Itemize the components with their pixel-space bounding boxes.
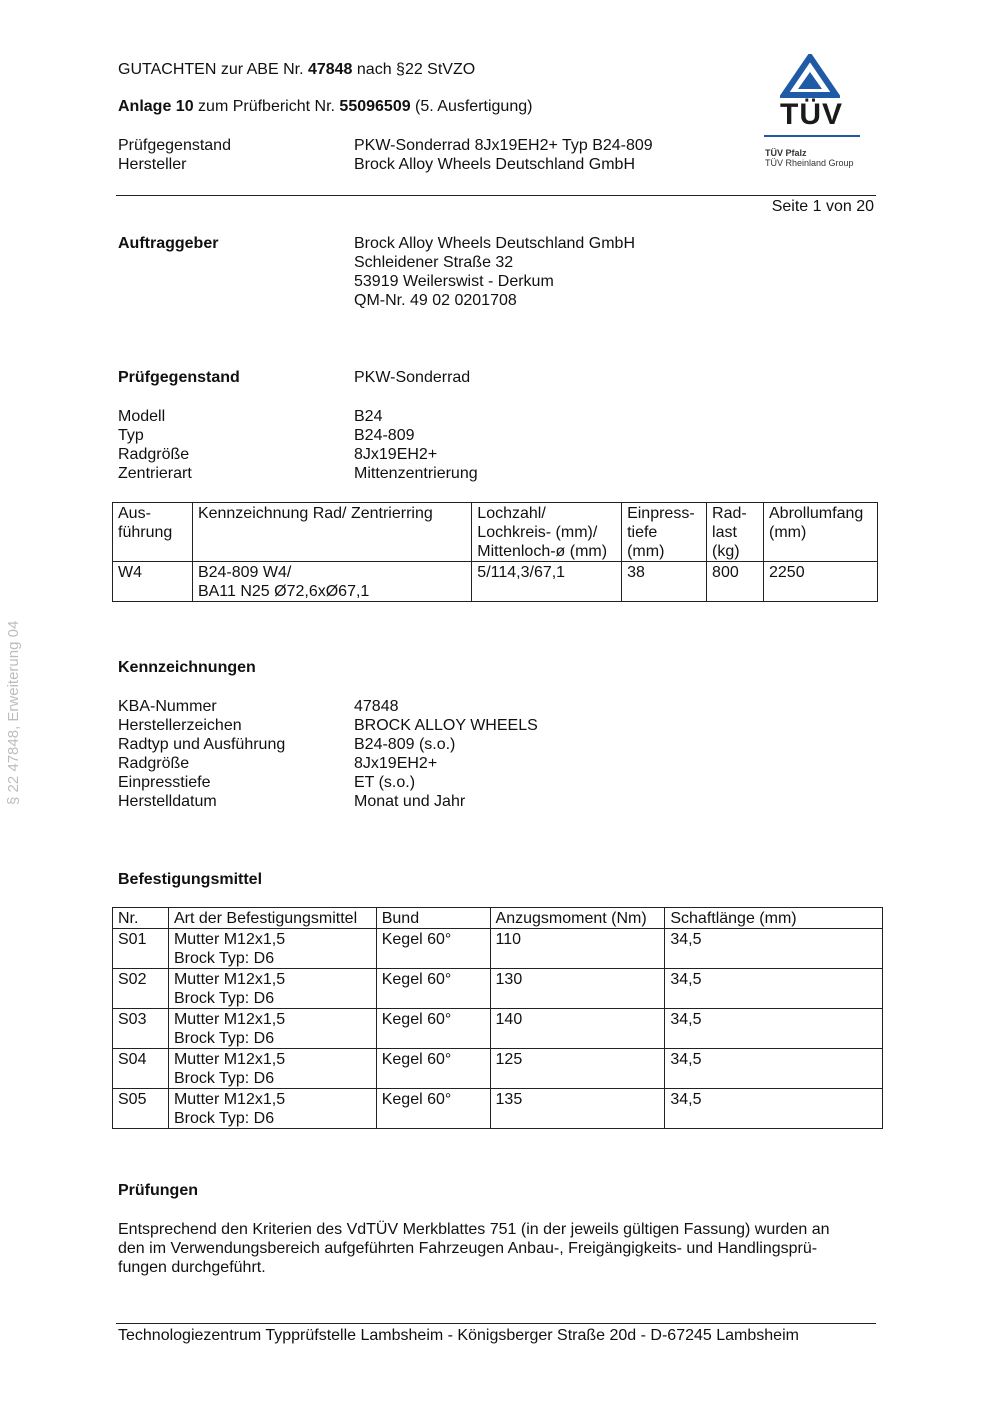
wheel-table [112,502,878,602]
header-cell: Schaftlänge (mm) [665,908,883,929]
tuev-triangle-icon [780,54,840,98]
header-cell: Aus- führung [113,503,193,562]
fasteners-table [112,907,883,1129]
test-object-label: Prüfgegenstand [118,369,240,386]
header-cell: Bund [376,908,490,929]
table-row: S04 Mutter M12x1,5 Brock Typ: D6 Kegel 60° 125 34,5 [113,1049,883,1089]
table-cell: W4 [113,562,193,602]
page-number: Seite 1 von 20 [771,198,874,215]
footer-divider [116,1323,876,1324]
table-cell: 2250 [764,562,878,602]
header-cell: Art der Befestigungsmittel [168,908,376,929]
tuev-logo-line1: TÜV Pfalz [765,148,807,158]
table-header-row [113,908,883,929]
tests-title: Prüfungen [118,1182,198,1199]
table-row: S03 Mutter M12x1,5 Brock Typ: D6 Kegel 60° 140 34,5 [113,1009,883,1049]
table-row [113,562,878,602]
table-cell: 800 [707,562,764,602]
fasteners-title: Befestigungsmittel [118,871,263,888]
client-label: Auftraggeber [118,235,219,252]
header-cell: Anzugsmoment (Nm) [490,908,665,929]
table-header-row [113,503,878,562]
tuev-logo-line2: TÜV Rheinland Group [765,158,854,168]
report-annex: Anlage 10 zum Prüfbericht Nr. 55096509 (5. Ausfertigung) [118,98,533,115]
header-cell: Lochzahl/ Lochkreis- (mm)/ Mittenloch-ø (mm) [472,503,622,562]
tuev-wordmark: TÜV [780,98,843,131]
table-cell: B24-809 W4/ BA11 N25 Ø72,6xØ67,1 [192,562,471,602]
markings-labels: KBA-Nummer Herstellerzeichen Radtyp und Ausführung Radgröße Einpresstiefe Herstelldatum [118,698,286,810]
tuev-logo [758,52,882,172]
markings-title: Kennzeichnungen [118,659,256,676]
table-cell: 5/114,3/67,1 [472,562,622,602]
abe-number: 47848 [307,61,353,78]
report-title: GUTACHTEN zur ABE Nr. 47848 nach §22 StVZO [118,61,476,78]
header-cell: Einpress- tiefe (mm) [622,503,707,562]
header-subject-value: PKW-Sonderrad 8Jx19EH2+ Typ B24-809 [354,137,653,154]
header-cell: Kennzeichnung Rad/ Zentrierring [192,503,471,562]
header-cell: Rad- last (kg) [707,503,764,562]
header-maker-label: Hersteller [118,156,187,173]
header-maker-value: Brock Alloy Wheels Deutschland GmbH [354,156,635,173]
report-number: 55096509 [339,98,411,115]
table-row: S02 Mutter M12x1,5 Brock Typ: D6 Kegel 60° 130 34,5 [113,969,883,1009]
header-divider [116,195,876,196]
side-annotation: § 22 47848, Erweiterung 04 [5,620,22,805]
header-cell: Nr. [113,908,169,929]
test-object-value: PKW-Sonderrad [354,369,471,386]
test-object-labels: Modell Typ Radgröße Zentrierart [118,408,192,482]
client-address: Brock Alloy Wheels Deutschland GmbH Schleidener Straße 32 53919 Weilerswist - Derkum QM-Nr. 49 02 0201708 [354,235,635,309]
table-cell: 38 [622,562,707,602]
markings-values: 47848 BROCK ALLOY WHEELS B24-809 (s.o.) 8Jx19EH2+ ET (s.o.) Monat und Jahr [354,698,538,810]
footer-address: Technologiezentrum Typprüfstelle Lambsheim - Königsberger Straße 20d - D-67245 Lambsheim [118,1327,799,1344]
header-subject-label: Prüfgegenstand [118,137,231,154]
table-row: S05 Mutter M12x1,5 Brock Typ: D6 Kegel 60° 135 34,5 [113,1089,883,1129]
tests-paragraph: Entsprechend den Kriterien des VdTÜV Merkblattes 751 (in der jeweils gültigen Fassung) wurden an den im Verwendungsbereich aufgeführten Fahrzeugen Anbau-, Freigängigkeits- und Handlingsprü- fungen durchgeführt. [118,1221,830,1276]
test-object-values: B24 B24-809 8Jx19EH2+ Mittenzentrierung [354,408,478,482]
header-cell: Abrollumfang (mm) [764,503,878,562]
table-row: S01 Mutter M12x1,5 Brock Typ: D6 Kegel 60° 110 34,5 [113,929,883,969]
tuev-logo-bar [764,135,860,137]
